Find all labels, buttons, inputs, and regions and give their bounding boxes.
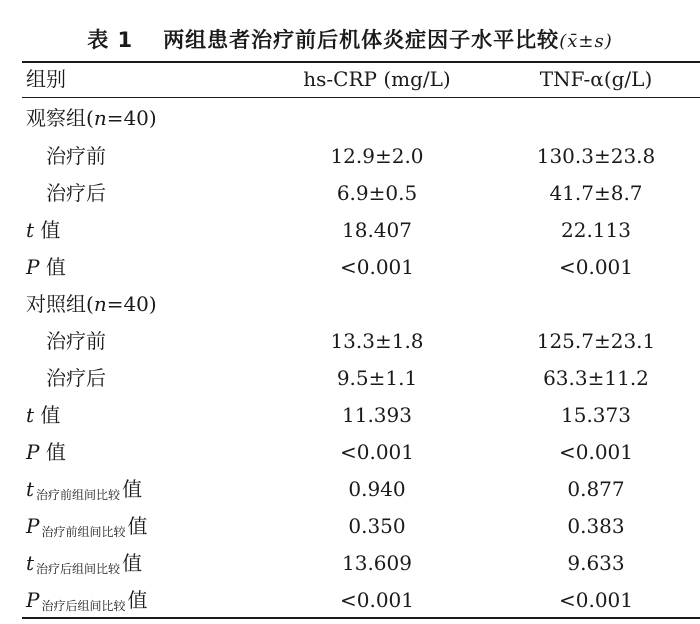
cell-tnf-alpha: <0.001 bbox=[558, 255, 633, 279]
table-row bbox=[0, 545, 700, 581]
table-row bbox=[0, 434, 700, 470]
table-row bbox=[0, 100, 700, 136]
stat-open: ( bbox=[559, 31, 568, 52]
header-tnf-alpha: TNF-α(g/L) bbox=[539, 67, 653, 91]
cell-tnf-alpha: 63.3±11.2 bbox=[543, 366, 649, 390]
header-group: 组别 bbox=[26, 67, 66, 91]
cell-hs-crp: 12.9±2.0 bbox=[330, 144, 424, 168]
cell-hs-crp: 13.3±1.8 bbox=[330, 329, 424, 353]
row-label: P 值 bbox=[26, 440, 66, 464]
row-label: 观察组(n=40) bbox=[26, 106, 157, 130]
cell-tnf-alpha: 22.113 bbox=[561, 218, 631, 242]
cell-tnf-alpha: 15.373 bbox=[561, 403, 631, 427]
cell-hs-crp: 11.393 bbox=[342, 403, 412, 427]
table-bottom-rule bbox=[22, 617, 700, 619]
table-row bbox=[0, 508, 700, 544]
row-label: P $_{治疗后组间比较}$ 值 bbox=[26, 588, 148, 613]
cell-hs-crp: 18.407 bbox=[342, 218, 412, 242]
row-label: t 值 bbox=[26, 218, 61, 242]
row-label: t 值 bbox=[26, 403, 61, 427]
cell-tnf-alpha: 125.7±23.1 bbox=[536, 329, 656, 353]
cell-tnf-alpha: 130.3±23.8 bbox=[536, 144, 656, 168]
table-row bbox=[0, 471, 700, 507]
cell-hs-crp: 0.350 bbox=[348, 514, 406, 538]
row-label: 治疗后 bbox=[46, 181, 106, 205]
table-row bbox=[0, 249, 700, 285]
cell-tnf-alpha: <0.001 bbox=[558, 588, 633, 612]
stat-close: ) bbox=[604, 31, 613, 52]
table-number: 表 1 bbox=[87, 28, 134, 52]
table-header-rule bbox=[22, 97, 700, 98]
cell-hs-crp: 6.9±0.5 bbox=[336, 181, 418, 205]
row-label: t $_{治疗后组间比较}$ 值 bbox=[26, 551, 143, 576]
cell-tnf-alpha: 41.7±8.7 bbox=[549, 181, 643, 205]
table-row bbox=[0, 175, 700, 211]
row-label: P 值 bbox=[26, 255, 66, 279]
cell-hs-crp: 13.609 bbox=[342, 551, 412, 575]
cell-tnf-alpha: 0.383 bbox=[567, 514, 625, 538]
cell-hs-crp: <0.001 bbox=[339, 588, 414, 612]
cell-tnf-alpha: <0.001 bbox=[558, 440, 633, 464]
table-title-text: 两组患者治疗前后机体炎症因子水平比较 bbox=[163, 28, 560, 52]
cell-hs-crp: <0.001 bbox=[339, 255, 414, 279]
row-label: 治疗后 bbox=[46, 366, 106, 390]
row-label: t $_{治疗前组间比较}$ 值 bbox=[26, 477, 143, 502]
row-label: P $_{治疗前组间比较}$ 值 bbox=[26, 514, 148, 539]
cell-hs-crp: 0.940 bbox=[348, 477, 406, 501]
cell-hs-crp: 9.5±1.1 bbox=[336, 366, 418, 390]
table-row bbox=[0, 397, 700, 433]
header-hs-crp: hs-CRP (mg/L) bbox=[303, 67, 451, 91]
table-title bbox=[0, 26, 700, 56]
table-row bbox=[0, 286, 700, 322]
row-label: 治疗前 bbox=[46, 144, 106, 168]
row-label: 治疗前 bbox=[46, 329, 106, 353]
table-row bbox=[0, 138, 700, 174]
table-row bbox=[0, 360, 700, 396]
table-header-row bbox=[0, 61, 700, 97]
table-row bbox=[0, 323, 700, 359]
cell-hs-crp: <0.001 bbox=[339, 440, 414, 464]
table-row bbox=[0, 212, 700, 248]
cell-tnf-alpha: 9.633 bbox=[567, 551, 625, 575]
row-label: 对照组(n=40) bbox=[26, 292, 157, 316]
stat-notation: x̄±s bbox=[567, 31, 605, 52]
cell-tnf-alpha: 0.877 bbox=[567, 477, 625, 501]
table-row bbox=[0, 582, 700, 618]
